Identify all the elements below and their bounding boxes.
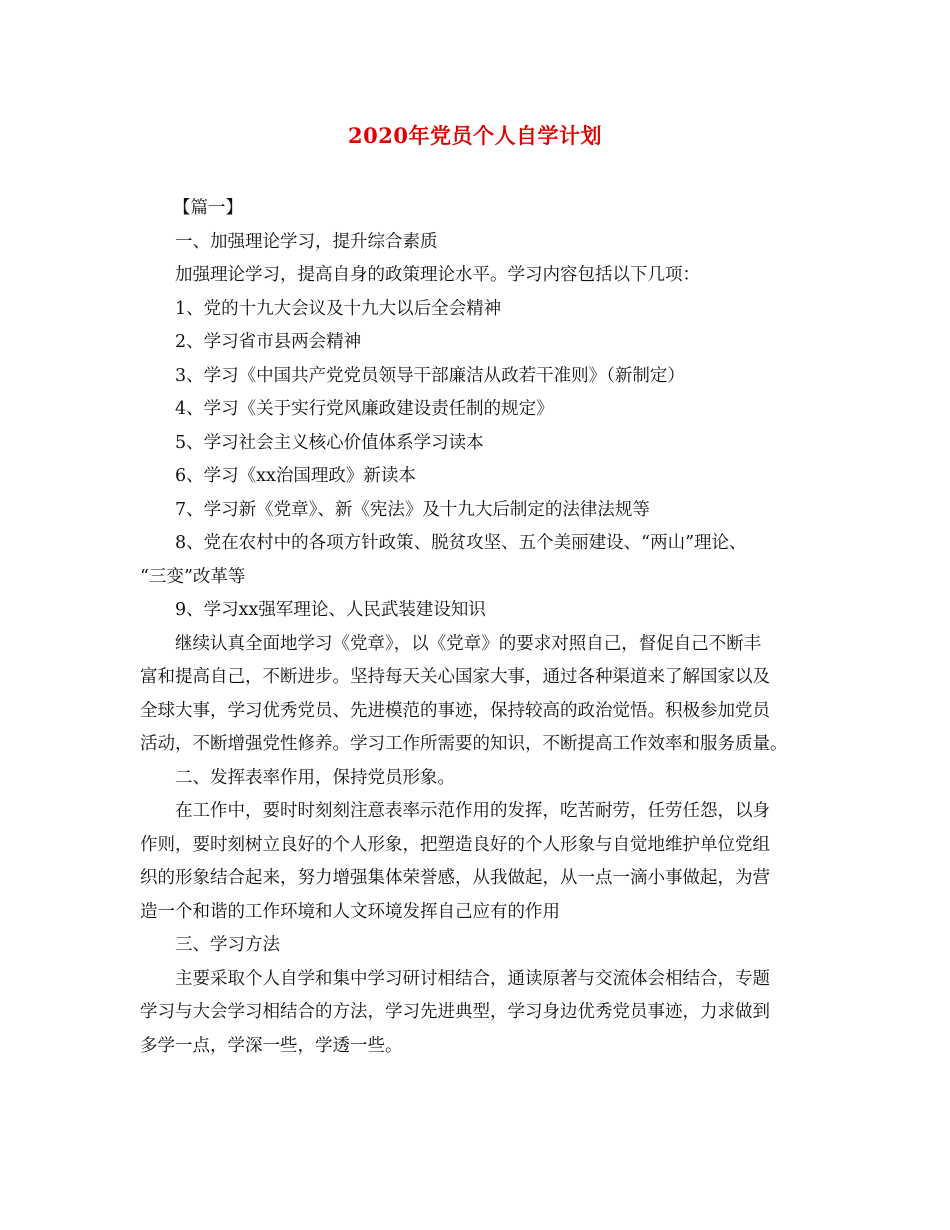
list-item: 1、党的十九大会议及十九大以后全会精神 [175, 298, 502, 319]
list-item: 6、学习《xx治国理政》新读本 [175, 466, 416, 486]
paragraph-line: 多学一点，学深一些，学透一些。 [140, 1035, 403, 1056]
paragraph-line: 全球大事，学习优秀党员、先进模范的事迹，保持较高的政治觉悟。积极参加党员 [140, 700, 770, 721]
list-item: 2、学习省市县两会精神 [175, 332, 362, 352]
list-item: 7、学习新《党章》、新《宪法》及十九大后制定的法律法规等 [175, 499, 650, 520]
list-item: 4、学习《关于实行党风廉政建设责任制的规定》 [175, 399, 554, 419]
paragraph-line: 富和提高自己，不断进步。坚持每天关心国家大事，通过各种渠道来了解国家以及 [140, 667, 770, 687]
list-item: 3、学习《中国共产党党员领导干部廉洁从政若干准则》（新制定） [175, 365, 685, 386]
list-item: 9、学习xx强军理论、人民武装建设知识 [175, 600, 486, 620]
section-tag: 【篇一】 [173, 198, 243, 218]
list-item: 5、学习社会主义核心价值体系学习读本 [175, 432, 484, 453]
list-item-continuation: “三变”改革等 [140, 566, 246, 587]
paragraph-line: 继续认真全面地学习《党章》，以《党章》的要求对照自己，督促自己不断丰 [175, 633, 762, 654]
paragraph-line: 活动，不断增强党性修养。学习工作所需要的知识，不断提高工作效率和服务质量。 [140, 734, 788, 754]
section-heading-1: 一、加强理论学习，提升综合素质 [175, 231, 438, 252]
section-heading-2: 二、发挥表率作用，保持党员形象。 [175, 767, 455, 788]
section-heading-3: 三、学习方法 [175, 935, 280, 955]
list-item: 8、党在农村中的各项方针政策、脱贫攻坚、五个美丽建设、“两山”理论、 [175, 533, 747, 553]
paragraph-line: 织的形象结合起来，努力增强集体荣誉感，从我做起，从一点一滴小事做起，为营 [140, 868, 770, 888]
document-body [140, 192, 830, 1063]
paragraph-line: 作则，要时刻树立良好的个人形象，把塑造良好的个人形象与自觉地维护单位党组 [140, 834, 770, 855]
paragraph-line: 主要采取个人自学和集中学习研讨相结合，通读原著与交流体会相结合，专题 [175, 968, 770, 989]
paragraph-line: 造一个和谐的工作环境和人文环境发挥自己应有的作用 [140, 901, 560, 922]
paragraph-line: 学习与大会学习相结合的方法，学习先进典型，学习身边优秀党员事迹，力求做到 [140, 1002, 770, 1022]
page-title: 2020年党员个人自学计划 [348, 123, 602, 148]
paragraph-line: 加强理论学习，提高自身的政策理论水平。学习内容包括以下几项： [175, 265, 700, 285]
paragraph-line: 在工作中，要时时刻刻注意表率示范作用的发挥，吃苦耐劳，任劳任怨，以身 [175, 801, 770, 821]
